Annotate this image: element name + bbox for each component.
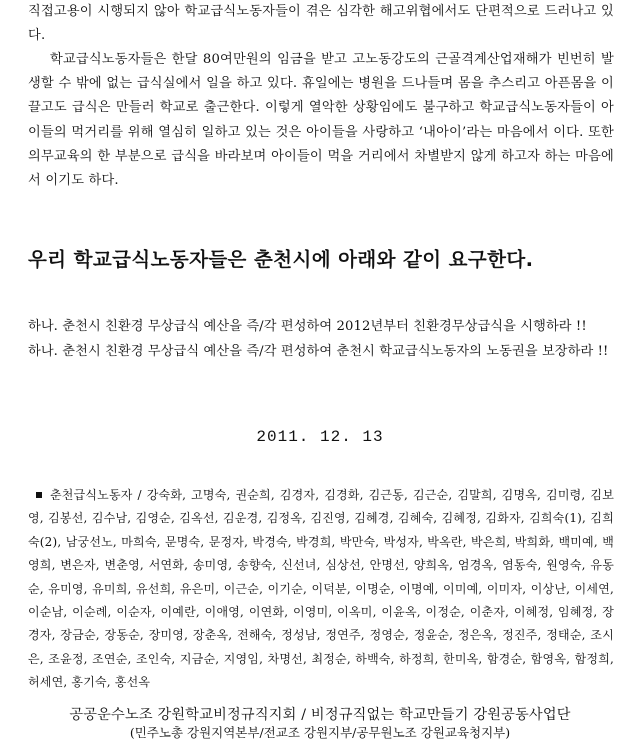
signers-text: 춘천급식노동자 / 강숙화, 고명숙, 권순희, 김경자, 김경화, 김근동, 김근순, 김말희, 김명옥, 김미령, 김보영, 김봉선, 김수남, 김영순, 김옥선, 김운경, 김정옥, 김진영, 김혜경, 김혜숙, 김혜정, 김화자, 김희숙(1), 김희숙(2), 남궁선노, 마희숙, 문명숙, 문정자, 박경숙, 박경희, 박만숙, 박성자, 박옥란, 박은희, 박희화, 백미예, 백영희, 변은자, 변춘영, 서연화, 송미영, 송향숙, 신선녀, 심상선, 안명선, 양희옥, 엄경옥, 염동숙, 원영숙, 유동순, 유미영, 유미희, 유선희, 유은미, 이근순, 이기순, 이덕분, 이명순, 이명예, 이미예, 이미자, 이상난, 이세연, 이순남, 이순례, 이순자, 이예란, 이애영, 이연화, 이영미, 이옥미, 이윤옥, 이정순, 이춘자, 이혜정, 임혜정, 장경자, 장금순, 장동순, 장미영, 장춘옥, 전해숙, 정성남, 정연주, 정영순, 정윤순, 정은옥, 정진주, 정태순, 조시은, 조윤정, 조연순, 조인숙, 지금순, 지영임, 차명선, 최정순, 하백숙, 하정희, 한미옥, 함경순, 함영옥, 함정희, 허세연, 홍기숙, 홍선옥	[28, 488, 614, 690]
statement-date: 2011. 12. 13	[256, 428, 384, 446]
demand-list	[28, 314, 618, 364]
body-paragraph-1: 직접고용이 시행되지 않아 학교급식노동자들이 겪은 심각한 해고위협에서도 단편적으로 드러나고 있다.	[28, 4, 614, 44]
footer-organization: 공공운수노조 강원학교비정규직지회 / 비정규직없는 학교만들기 강원공동사업단	[69, 707, 571, 723]
square-bullet-icon	[36, 492, 42, 498]
footer-affiliations: (민주노총 강원지역본부/전교조 강원지부/공무원노조 강원교육청지부)	[129, 725, 511, 740]
signers-list	[28, 484, 614, 695]
body-paragraph-2: 학교급식노동자들은 한달 80여만원의 임금을 받고 고노동강도의 근골격계산업재해가 빈번히 발생할 수 밖에 없는 급식실에서 일을 하고 있다. 휴일에는 병원을 드나들며 몸을 추스리고 아픈몸을 이끌고도 급식은 만들러 학교로 출근한다. 이렇게 열악한 상황임에도 불구하고 학교급식노동자들이 아이들의 먹거리를 위해 열심히 일하고 있는 것은 아이들을 사랑하고 ‘내아이’라는 마음에서 이다. 또한 의무교육의 한 부분으로 급식을 바라보며 아이들이 먹을 거리에서 차별받지 않게 하고자 하는 마음에서 이기도 하다.	[28, 52, 614, 189]
demand-item-1: 하나. 춘천시 친환경 무상급식 예산을 즉/각 편성하여 2012년부터 친환경무상급식을 시행하라 !!	[28, 319, 587, 334]
demand-item-2: 하나. 춘천시 친환경 무상급식 예산을 즉/각 편성하여 춘천시 학교급식노동자의 노동권을 보장하라 !!	[28, 344, 609, 359]
demand-heading: 우리 학교급식노동자들은 춘천시에 아래와 같이 요구한다.	[28, 248, 534, 271]
